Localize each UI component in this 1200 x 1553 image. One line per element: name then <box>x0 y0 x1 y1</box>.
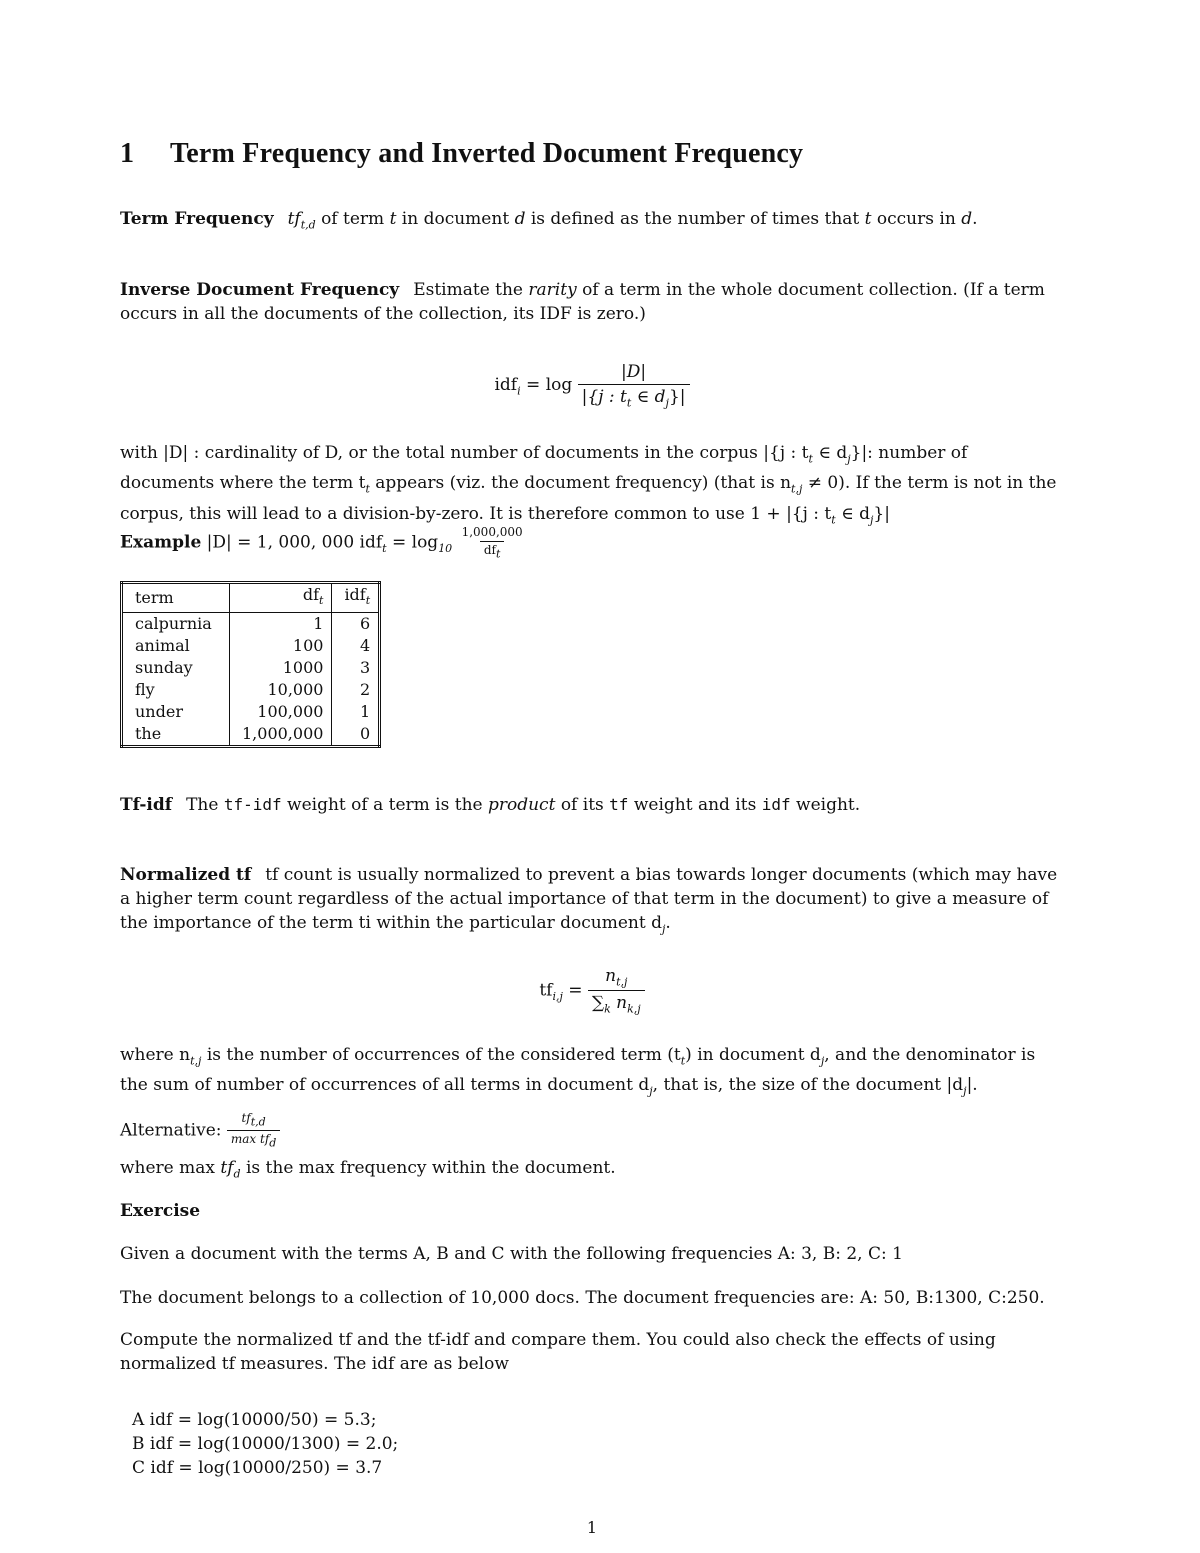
rarity-word: rarity <box>528 280 577 300</box>
idf-fraction: $\frac{|D|}{|\{j : t_t \in d_j\}|}$ <box>578 362 690 409</box>
list-item: A idf = log(10000/50) = 5.3; <box>132 1410 377 1430</box>
table-row: the 1,000,000 0 <box>122 723 380 747</box>
table-header-row <box>122 583 380 613</box>
idf-values-list <box>132 1408 398 1480</box>
table-row: animal 100 4 <box>122 635 380 657</box>
table-row: calpurnia 1 6 <box>122 613 380 636</box>
column-header: idf$_t$ <box>332 583 380 613</box>
table-row: sunday 1000 3 <box>122 657 380 679</box>
term-frequency-heading: Term Frequency <box>120 209 274 229</box>
table-row: fly 10,000 2 <box>122 679 380 701</box>
tf-fraction: $\frac{n_{t,j}}{\sum_k n_{k,j}}$ <box>588 966 645 1016</box>
idf-table <box>120 581 381 748</box>
alternative-line: Alternative: $\frac{tf_{t,d}}{\max tf_d}$ <box>120 1112 1064 1150</box>
alternative-fraction: $\frac{tf_{t,d}}{\max tf_d}$ <box>227 1112 280 1150</box>
page-number: 1 <box>586 1518 598 1537</box>
section-title: Term Frequency and Inverted Document Frequency <box>170 138 804 169</box>
example-fraction: $\frac{1,000,000}{df_t}$ <box>461 525 523 561</box>
tfidf-heading: Tf-idf <box>120 795 173 815</box>
term-frequency-paragraph: Term Frequency $tf_{t,d}$ of term t in document d is defined as the number of times that t occurs in d. <box>120 209 978 232</box>
exercise-heading: Exercise <box>120 1201 201 1221</box>
list-item: C idf = log(10000/250) = 3.7 <box>132 1458 383 1478</box>
table-row: under 100,000 1 <box>122 701 380 723</box>
section-heading <box>120 136 803 172</box>
example-label: Example <box>120 532 202 553</box>
tfidf-paragraph: Tf-idf The tf-idf weight of a term is the product of its tf weight and its idf weight. <box>120 795 861 815</box>
column-header: term <box>122 583 230 613</box>
list-item: B idf = log(10000/1300) = 2.0; <box>132 1434 399 1454</box>
idf-heading: Inverse Document Frequency <box>120 280 400 300</box>
exercise-paragraph-1: Given a document with the terms A, B and C with the following frequencies A: 3, B: 2, C: 1 <box>120 1244 903 1264</box>
document-page <box>120 0 1064 1553</box>
exercise-paragraph-3: Compute the normalized tf and the tf-idf and compare them. You could also check the effects of using normalized tf measures. The idf are as below <box>120 1330 996 1374</box>
tf-formula: $tf_{i,j}$ = $\frac{n_{t,j}}{\sum_k n_{k,j}}$ <box>120 966 1064 1016</box>
max-frequency-line: where $\max tf_d$ is the max frequency within the document. <box>120 1158 616 1181</box>
normalized-tf-paragraph: Normalized tf tf count is usually normalized to prevent a bias towards longer documents (which may have a higher term count regardless of the actual importance of that term in the document) to give a measure of the importance of the term ti within the particular document $d_j$. <box>120 865 1058 936</box>
where-paragraph: where $n_{t,j}$ is the number of occurrences of the considered term $(t_t)$ in document $d_j$, and the denominator is the sum of number of occurrences of all terms in document $d_j$, that is, the size of the document $|d_j|$. <box>120 1045 1036 1098</box>
cardinality-paragraph: with |D| : cardinality of D, or the total number of documents in the corpus |{j : $t_t$ ∈ $d_j\}|$: number of documents where the term $t_t$ appears (viz. the document frequency) (that is $n_{t,j} \ne 0$). If the term is not in the corpus, this will lead to a division-by-zero. It is therefore common to use 1 + |{j : $t_t$ ∈ $d_j\}|$ <box>120 443 1057 527</box>
example-line: Example |D| = 1, 000, 000 $idf_t = \log_{10}$ $\frac{1,000,000}{df_t}$ <box>120 526 1064 561</box>
idf-formula: idf$_i$ = log $\frac{|D|}{|\{j : t_t \in d_j\}|}$ <box>120 362 1064 409</box>
exercise-paragraph-2: The document belongs to a collection of 10,000 docs. The document frequencies are: A: 50, B:1300, C:250. <box>120 1288 1045 1308</box>
normalized-tf-heading: Normalized tf <box>120 865 252 885</box>
section-number: 1 <box>120 138 135 169</box>
idf-paragraph: Inverse Document Frequency Estimate the rarity of a term in the whole document collection. (If a term occurs in all the documents of the collection, its IDF is zero.) <box>120 280 1045 324</box>
column-header: $df_t$ <box>230 583 332 613</box>
